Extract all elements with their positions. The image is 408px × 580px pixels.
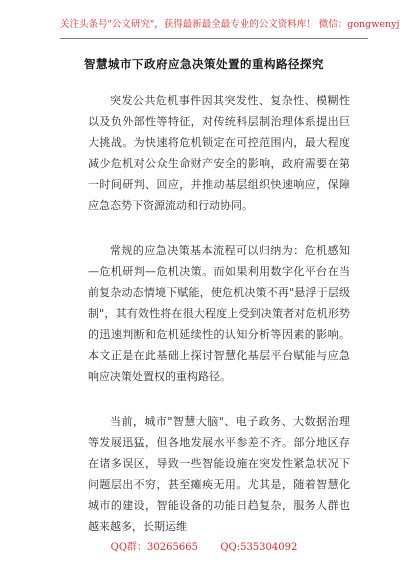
footer-qq-group: QQ群：30265665 — [110, 542, 198, 553]
footer-qq: QQ:535304092 — [220, 542, 298, 553]
paragraph-3: 当前，城市"智慧大脑"、电子政务、大数据治理等发展迅猛，但各地发展水平参差不齐。部分地区存在诸多误区，导致一些智能设施在突发性紧急状况下问题层出不穷，甚至瘫痪无用。尤其是，随着智慧化城市的建设，智能设备的功能日趋复杂，服务人群也越来越多，长期运维 — [88, 415, 350, 533]
document-body — [88, 90, 350, 561]
footer-contact — [0, 541, 408, 555]
header-banner: 关注头条号"公文研究"，获得最新最全最专业的公文资料库！ 微信：gongwenyj — [60, 19, 400, 30]
paragraph-1: 突发公共危机事件因其突发性、复杂性、模糊性以及负外部性等特征，对传统科层制治理体系提出巨大挑战。为快速将危机锁定在可控范围内，最大程度减少危机对公众生命财产安全的影响，政府需要在第一时间研判、回应，并推动基层组织快速响应，保障应急态势下资源流动和行动协同。 — [88, 94, 350, 212]
paragraph-2: 常规的应急决策基本流程可以归纳为：危机感知—危机研判—危机决策。而如果利用数字化平台在当前复杂动态情境下赋能，使危机决策不再"悬浮于层级制"，其有效性将在很大程度上受到决策者对危机形势的迅速判断和危机延续性的认知分析等因素的影响。本文正是在此基础上探讨智慧化基层平台赋能与应急响应决策处置权的重构路径。 — [88, 244, 350, 383]
document-title: 智慧城市下政府应急决策处置的重构路径探究 — [84, 57, 324, 71]
header-divider — [60, 38, 368, 39]
